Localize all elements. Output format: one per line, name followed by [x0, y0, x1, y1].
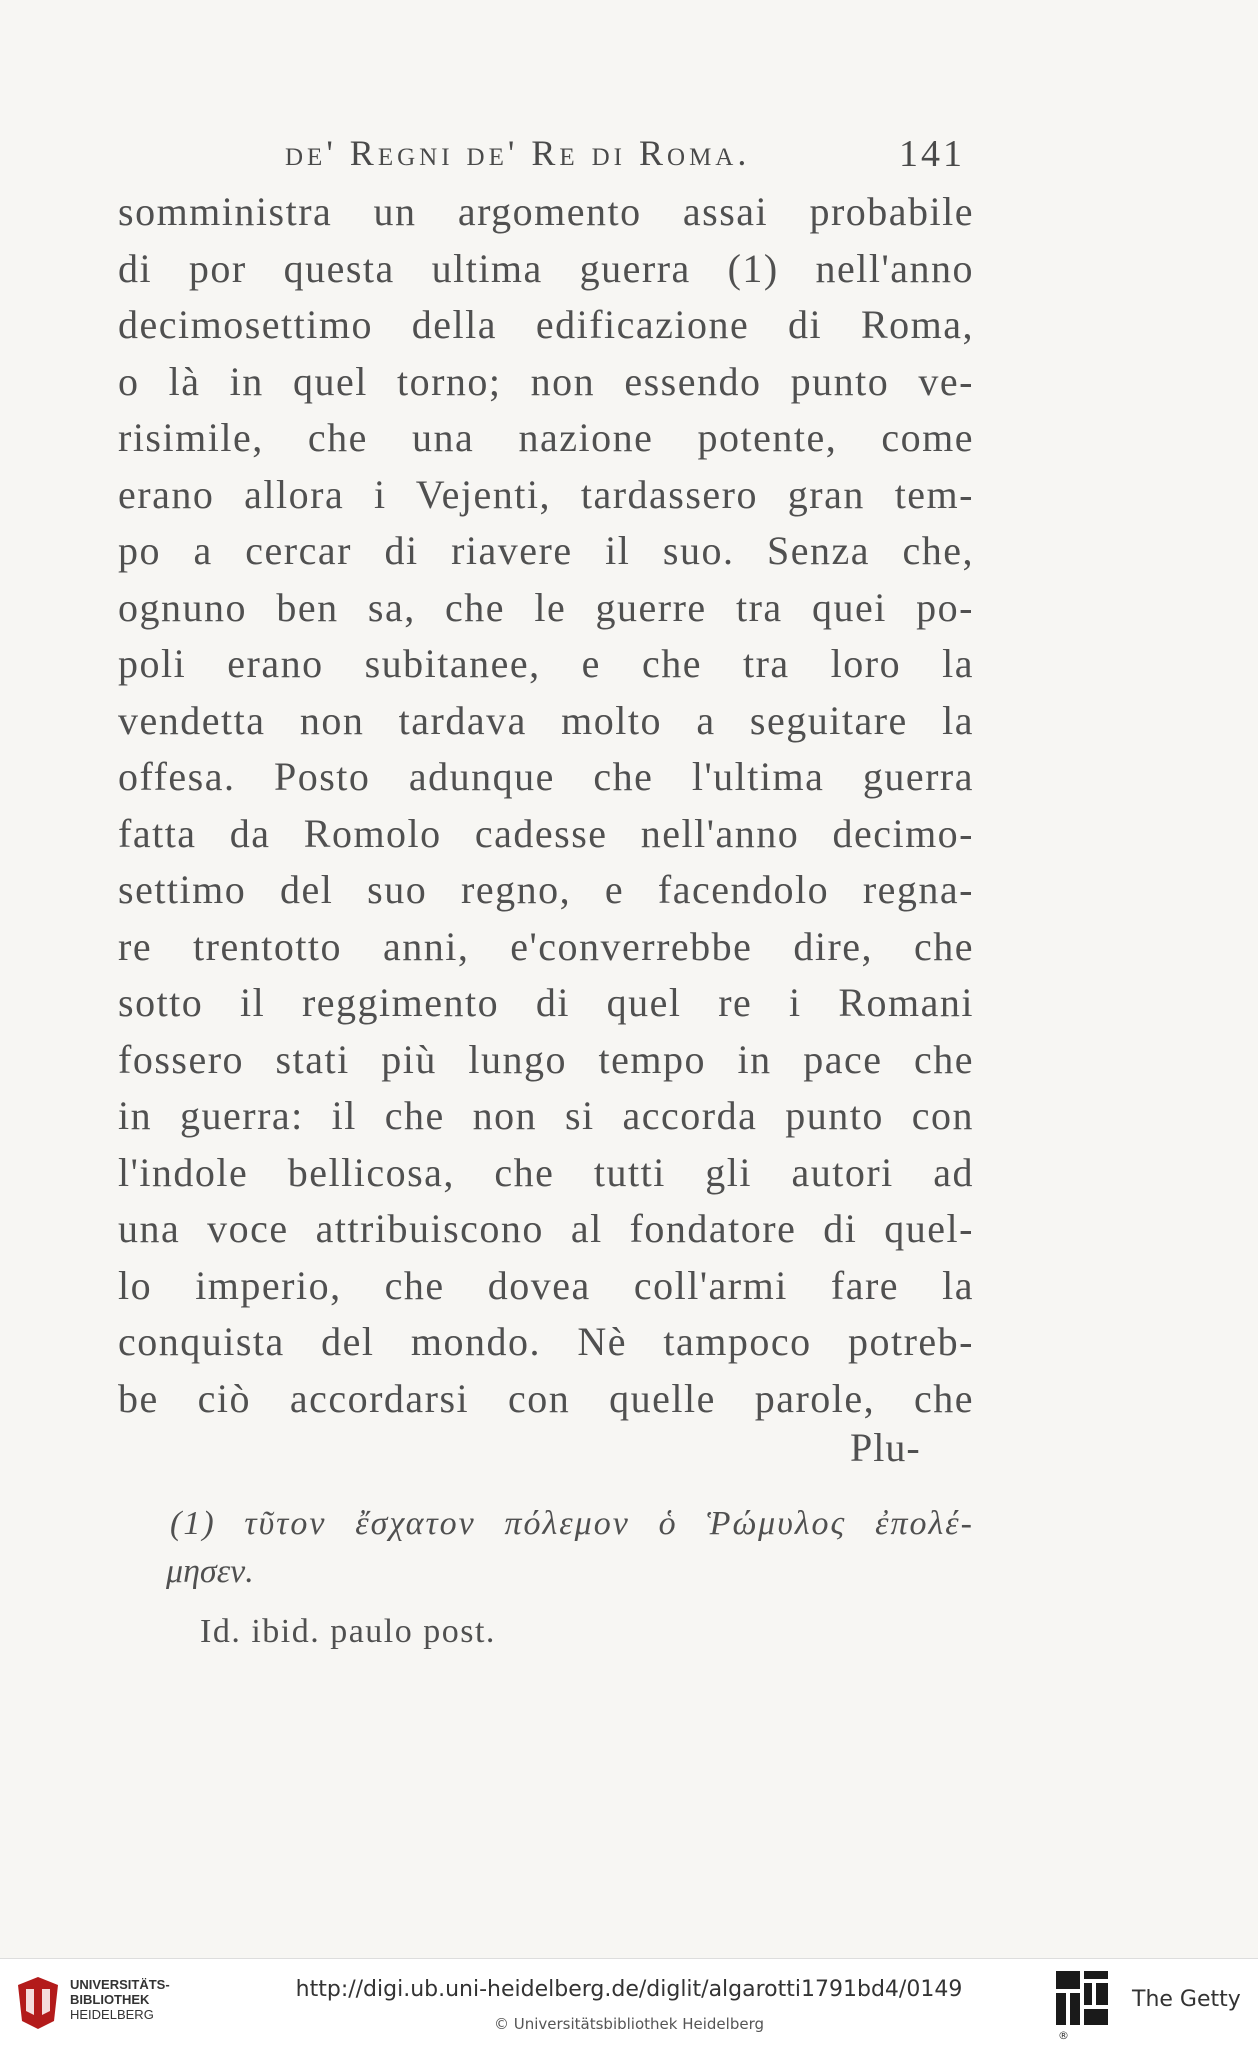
- copyright-notice: © Universitätsbibliothek Heidelberg: [493, 2015, 764, 2033]
- catchword: Plu-: [850, 1425, 921, 1470]
- footnote-citation: Id. ibid. paulo post.: [200, 1613, 496, 1650]
- body-line: po a cercar di riavere il suo. Senza che,: [118, 528, 974, 573]
- getty-logo-icon: [1054, 1969, 1110, 2037]
- body-line: poli erano subitanee, e che tra loro la: [118, 641, 974, 686]
- body-line: settimo del suo regno, e facendolo regna-: [118, 867, 974, 912]
- body-line: re trentotto anni, e'converrebbe dire, che: [118, 923, 974, 969]
- registered-mark: ®: [1058, 2029, 1069, 2042]
- body-line: una voce attribuiscono al fondatore di quel-: [118, 1206, 974, 1251]
- body-line: be ciò accordarsi con quelle parole, che: [118, 1375, 974, 1421]
- body-line: vendetta non tardava molto a seguitare la: [118, 697, 974, 743]
- footnote-greek-continuation: μησεν.: [166, 1553, 254, 1590]
- body-line: o là in quel torno; non essendo punto ve-: [118, 358, 974, 404]
- running-title: de' Regni de' Re di Roma.: [285, 133, 751, 173]
- library-name-line: BIBLIOTHEK: [70, 1992, 150, 2007]
- body-line: decimosettimo della edificazione di Roma,: [118, 302, 974, 347]
- body-line: offesa. Posto adunque che l'ultima guerra: [118, 754, 974, 799]
- body-line: fatta da Romolo cadesse nell'anno decimo-: [118, 810, 974, 856]
- viewer-footer: [0, 1958, 1258, 2048]
- running-head: [285, 132, 965, 180]
- body-line: l'indole bellicosa, che tutti gli autori ad: [118, 1149, 974, 1195]
- body-line: in guerra: il che non si accorda punto con: [118, 1093, 974, 1138]
- body-line: somministra un argomento assai probabile: [118, 189, 974, 234]
- footnote-greek-line: (1) τῦτον ἔσχατον πόλεμον ὁ Ῥώμυλος ἐπολέ-: [170, 1505, 974, 1542]
- library-name-line: HEIDELBERG: [70, 2007, 154, 2022]
- body-line: erano allora i Vejenti, tardassero gran tem-: [118, 471, 974, 517]
- body-line: conquista del mondo. Nè tampoco potreb-: [118, 1319, 974, 1364]
- body-line: risimile, che una nazione potente, come: [118, 415, 974, 460]
- permalink-url[interactable]: http://digi.ub.uni-heidelberg.de/diglit/algarotti1791bd4/0149: [295, 1977, 963, 2002]
- library-name-line: UNIVERSITÄTS-: [70, 1977, 170, 1992]
- footnote: [166, 1500, 974, 1656]
- body-line: sotto il reggimento di quel re i Romani: [118, 980, 974, 1025]
- partner-name: The Getty: [1132, 1987, 1241, 2012]
- body-text: [118, 184, 974, 1427]
- body-line: di por questa ultima guerra (1) nell'anno: [118, 245, 974, 291]
- body-line: ognuno ben sa, che le guerre tra quei po-: [118, 584, 974, 630]
- page-number: 141: [899, 133, 965, 175]
- body-line: lo imperio, che dovea coll'armi fare la: [118, 1262, 974, 1308]
- body-line: fossero stati più lungo tempo in pace che: [118, 1036, 974, 1082]
